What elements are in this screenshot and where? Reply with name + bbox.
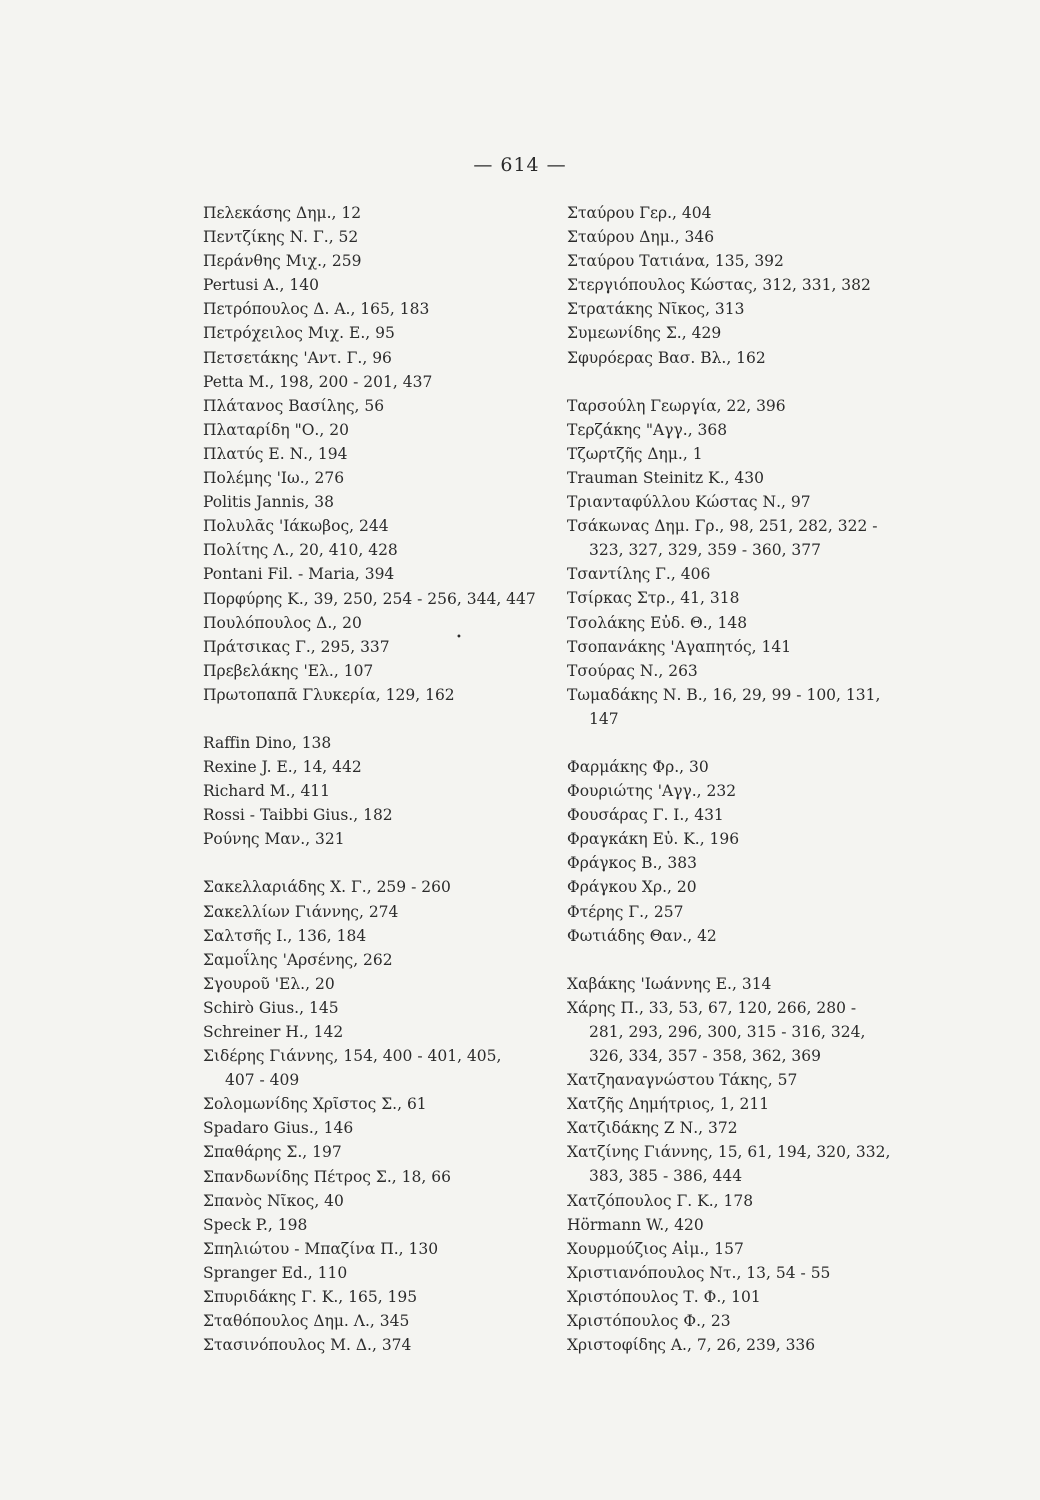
index-entry — [203, 1165, 573, 1189]
index-entry — [567, 611, 967, 635]
index-group — [567, 201, 967, 370]
index-entry — [203, 755, 573, 779]
index-entry — [203, 394, 573, 418]
index-entry — [203, 1213, 573, 1237]
index-entry-line: Πολέμης 'Ιω., 276 — [203, 469, 345, 488]
index-entry — [567, 827, 967, 851]
index-entry-continuation: 147 — [589, 709, 619, 728]
index-entry — [567, 346, 967, 370]
index-entry-line: Πετσετάκης 'Αντ. Γ., 96 — [203, 348, 392, 367]
index-entry — [203, 1333, 573, 1357]
index-entry-line: Φράγκος Β., 383 — [567, 854, 697, 873]
index-entry — [567, 851, 967, 875]
index-entry-line: Σπηλιώτου - Μπαζίνα Π., 130 — [203, 1239, 439, 1258]
index-entry — [203, 1140, 573, 1164]
index-entry — [567, 442, 967, 466]
page-number: — 614 — — [473, 154, 567, 176]
index-entry-line: Hörmann W., 420 — [567, 1215, 704, 1234]
index-entry — [203, 1285, 573, 1309]
index-entry — [203, 996, 573, 1020]
index-entry — [567, 297, 967, 321]
index-entry-line: Richard M., 411 — [203, 782, 331, 801]
index-entry — [203, 225, 573, 249]
index-entry — [567, 490, 967, 514]
index-entry — [567, 683, 967, 731]
index-entry-line: Τζωρτζῆς Δημ., 1 — [567, 444, 703, 463]
index-entry — [203, 1020, 573, 1044]
index-entry — [567, 1237, 967, 1261]
index-entry — [203, 587, 573, 611]
index-entry — [567, 972, 967, 996]
index-entry-line: Περάνθης Μιχ., 259 — [203, 252, 362, 271]
index-entry-line: Schirò Gius., 145 — [203, 998, 339, 1017]
index-entry-line: Τσούρας Ν., 263 — [567, 661, 698, 680]
index-entry-line: Χριστιανόπουλος Ντ., 13, 54 - 55 — [567, 1263, 831, 1282]
index-entry-line: Σακελλαριάδης Χ. Γ., 259 - 260 — [203, 878, 451, 897]
index-entry — [203, 1237, 573, 1261]
index-entry-line: Spadaro Gius., 146 — [203, 1119, 354, 1138]
index-entry — [567, 1309, 967, 1333]
index-entry-continuation: 326, 334, 357 - 358, 362, 369 — [589, 1047, 822, 1065]
index-entry-line: Φωτιάδης Θαν., 42 — [567, 926, 717, 945]
index-entry-line: Χαβάκης 'Ιωάννης Ε., 314 — [567, 974, 772, 993]
index-entry-line: Χριστοφίδης Α., 7, 26, 239, 336 — [567, 1336, 816, 1355]
index-entry-line: Σταθόπουλος Δημ. Λ., 345 — [203, 1312, 410, 1331]
stray-mark: • — [456, 632, 462, 643]
index-entry — [203, 948, 573, 972]
index-entry-continuation: 407 - 409 — [225, 1071, 300, 1090]
index-entry — [203, 875, 573, 899]
index-entry-line: Πολυλᾶς 'Ιάκωβος, 244 — [203, 517, 389, 536]
index-entry — [567, 1333, 967, 1357]
index-entry-continuation: 383, 385 - 386, 444 — [589, 1167, 743, 1186]
index-entry — [203, 370, 573, 394]
index-entry-line: Σαμοΐλης 'Αρσένης, 262 — [203, 950, 393, 969]
index-entry — [567, 1261, 967, 1285]
index-entry-line: Ρούνης Μαν., 321 — [203, 830, 345, 849]
index-entry — [203, 297, 573, 321]
index-entry — [203, 442, 573, 466]
index-entry — [567, 418, 967, 442]
index-entry-line: Πρεβελάκης 'Ελ., 107 — [203, 661, 374, 680]
index-group — [203, 731, 573, 851]
index-entry — [203, 346, 573, 370]
index-entry — [203, 1309, 573, 1333]
index-entry — [567, 201, 967, 225]
index-entry-line: Στασινόπουλος Μ. Δ., 374 — [203, 1336, 412, 1355]
index-entry — [567, 1140, 967, 1188]
index-entry-line: Χατζηαναγνώστου Τάκης, 57 — [567, 1071, 798, 1090]
index-entry — [203, 683, 573, 707]
index-entry-line: Φραγκάκη Εὐ. Κ., 196 — [567, 830, 740, 849]
index-entry — [203, 972, 573, 996]
index-entry-line: Χριστόπουλος Φ., 23 — [567, 1312, 731, 1331]
index-entry-line: Σταύρου Δημ., 346 — [567, 228, 715, 247]
index-entry-line: Σαλτσῆς Ι., 136, 184 — [203, 926, 367, 945]
index-entry-line: Σταύρου Γερ., 404 — [567, 204, 712, 222]
index-entry — [203, 731, 573, 755]
index-entry-line: Φουσάρας Γ. Ι., 431 — [567, 806, 724, 825]
index-entry — [203, 635, 573, 659]
index-entry — [567, 875, 967, 899]
index-entry-line: Speck P., 198 — [203, 1215, 308, 1234]
index-entry-line: Rexine J. E., 14, 442 — [203, 758, 362, 777]
index-entry — [203, 562, 573, 586]
index-entry — [203, 803, 573, 827]
index-entry — [203, 321, 573, 345]
index-entry-line: Φράγκου Χρ., 20 — [567, 878, 697, 897]
index-entry-line: Τερζάκης "Αγγ., 368 — [567, 420, 728, 439]
index-entry — [567, 1068, 967, 1092]
index-entry — [567, 562, 967, 586]
index-entry — [203, 538, 573, 562]
index-entry — [203, 514, 573, 538]
index-entry-line: Χάρης Π., 33, 53, 67, 120, 266, 280 - — [567, 998, 857, 1017]
index-entry-line: Χουρμούζιος Αἰμ., 157 — [567, 1239, 744, 1258]
index-entry-line: Σακελλίων Γιάννης, 274 — [203, 902, 399, 921]
index-entry-line: Στεργιόπουλος Κώστας, 312, 331, 382 — [567, 276, 871, 295]
index-entry-line: Πορφύρης Κ., 39, 250, 254 - 256, 344, 447 — [203, 589, 536, 608]
index-entry-line: Σφυρόερας Βασ. Βλ., 162 — [567, 348, 766, 367]
index-entry — [567, 635, 967, 659]
index-entry-line: Πετρόπουλος Δ. Α., 165, 183 — [203, 300, 430, 319]
index-entry-line: Χριστόπουλος Τ. Φ., 101 — [567, 1287, 761, 1306]
index-entry-line: Σπαθάρης Σ., 197 — [203, 1143, 342, 1162]
index-entry — [203, 659, 573, 683]
index-entry — [203, 1092, 573, 1116]
index-entry — [567, 779, 967, 803]
index-entry — [567, 996, 967, 1068]
index-entry — [203, 1261, 573, 1285]
index-entry — [203, 779, 573, 803]
index-entry-line: Politis Jannis, 38 — [203, 493, 335, 512]
index-entry-line: Τσαντίλης Γ., 406 — [567, 565, 711, 584]
index-entry-line: Φτέρης Γ., 257 — [567, 902, 684, 921]
index-entry-line: Τσολάκης Εὐδ. Θ., 148 — [567, 613, 748, 632]
index-entry — [567, 1213, 967, 1237]
index-entry-line: Ταρσούλη Γεωργία, 22, 396 — [567, 396, 786, 415]
index-group — [567, 394, 967, 731]
index-entry — [567, 924, 967, 948]
index-entry-line: Τωμαδάκης Ν. Β., 16, 29, 99 - 100, 131, — [567, 685, 881, 704]
index-entry-line: Σταύρου Τατιάνα, 135, 392 — [567, 252, 784, 271]
index-entry-line: Σπανὸς Νῖκος, 40 — [203, 1191, 344, 1210]
index-entry-line: Πλατύς Ε. Ν., 194 — [203, 444, 348, 463]
index-entry-continuation: 323, 327, 329, 359 - 360, 377 — [589, 541, 822, 560]
index-entry — [567, 755, 967, 779]
index-entry — [567, 514, 967, 562]
index-entry — [203, 1189, 573, 1213]
index-entry — [203, 249, 573, 273]
index-entry-line: Πρωτοπαπᾶ Γλυκερία, 129, 162 — [203, 685, 455, 704]
index-entry — [567, 273, 967, 297]
index-entry-line: Τσοπανάκης 'Αγαπητός, 141 — [567, 637, 792, 656]
index-entry-line: Pontani Fil. - Maria, 394 — [203, 565, 395, 584]
index-entry-line: Τριανταφύλλου Κώστας Ν., 97 — [567, 493, 811, 512]
index-entry-line: Σγουροῦ 'Ελ., 20 — [203, 974, 335, 993]
index-group — [567, 972, 967, 1358]
index-entry-line: Pertusi A., 140 — [203, 276, 319, 295]
index-entry — [203, 827, 573, 851]
index-group — [203, 875, 573, 1357]
index-entry-line: Φουριώτης 'Αγγ., 232 — [567, 782, 737, 801]
index-entry — [203, 1116, 573, 1140]
index-entry-line: Τσάκωνας Δημ. Γρ., 98, 251, 282, 322 - — [567, 517, 878, 536]
index-entry — [567, 1092, 967, 1116]
index-entry-line: Χατζιδάκης Ζ Ν., 372 — [567, 1119, 738, 1138]
index-entry — [567, 321, 967, 345]
index-entry — [567, 466, 967, 490]
index-entry-line: Πελεκάσης Δημ., 12 — [203, 204, 362, 222]
index-entry-line: Χατζίνης Γιάννης, 15, 61, 194, 320, 332, — [567, 1143, 891, 1162]
index-entry-line: Raffin Dino, 138 — [203, 733, 332, 752]
index-entry — [203, 1044, 573, 1092]
index-entry-line: Σολομωνίδης Χρῖστος Σ., 61 — [203, 1095, 427, 1114]
index-entry — [203, 924, 573, 948]
index-entry-line: Φαρμάκης Φρ., 30 — [567, 757, 709, 776]
index-entry — [203, 900, 573, 924]
index-entry-line: Συμεωνίδης Σ., 429 — [567, 324, 722, 343]
index-entry-line: Πολίτης Λ., 20, 410, 428 — [203, 541, 398, 560]
index-entry-line: Petta M., 198, 200 - 201, 437 — [203, 372, 433, 391]
index-entry-line: Τσίρκας Στρ., 41, 318 — [567, 589, 740, 608]
index-entry-line: Πλαταρίδη "Ο., 20 — [203, 420, 349, 439]
index-group — [203, 201, 573, 707]
index-entry — [567, 394, 967, 418]
index-entry — [203, 418, 573, 442]
index-entry-line: Schreiner H., 142 — [203, 1023, 344, 1041]
index-entry-continuation: 281, 293, 296, 300, 315 - 316, 324, — [589, 1022, 866, 1041]
index-entry-line: Rossi - Taibbi Gius., 182 — [203, 806, 393, 825]
index-group — [567, 755, 967, 948]
index-entry — [567, 249, 967, 273]
index-entry-line: Σπυριδάκης Γ. Κ., 165, 195 — [203, 1288, 418, 1307]
index-entry-line: Σπανδωνίδης Πέτρος Σ., 18, 66 — [203, 1167, 451, 1186]
index-entry — [567, 1189, 967, 1213]
index-entry-line: Χατζόπουλος Γ. Κ., 178 — [567, 1191, 754, 1210]
index-entry-line: Πετρόχειλος Μιχ. Ε., 95 — [203, 324, 395, 343]
index-entry-line: Στρατάκης Νῖκος, 313 — [567, 300, 745, 319]
index-entry — [203, 466, 573, 490]
index-column-left — [203, 201, 573, 1381]
index-entry — [567, 1285, 967, 1309]
index-entry — [567, 225, 967, 249]
index-entry — [203, 611, 573, 635]
index-entry-line: Πλάτανος Βασίλης, 56 — [203, 396, 385, 415]
index-entry — [203, 201, 573, 225]
index-entry — [567, 803, 967, 827]
index-entry — [567, 586, 967, 610]
index-entry-line: Trauman Steinitz K., 430 — [567, 468, 765, 487]
index-entry-line: Χατζῆς Δημήτριος, 1, 211 — [567, 1095, 770, 1114]
index-entry-line: Πεντζίκης Ν. Γ., 52 — [203, 228, 359, 247]
index-entry-line: Σιδέρης Γιάννης, 154, 400 - 401, 405, — [203, 1047, 502, 1066]
index-entry — [567, 659, 967, 683]
index-column-right — [567, 201, 967, 1381]
index-entry — [203, 490, 573, 514]
index-entry — [203, 273, 573, 297]
index-entry — [567, 900, 967, 924]
index-entry — [567, 1116, 967, 1140]
index-entry-line: Πράτσικας Γ., 295, 337 — [203, 637, 390, 656]
index-entry-line: Πουλόπουλος Δ., 20 — [203, 613, 362, 632]
index-entry-line: Spranger Ed., 110 — [203, 1263, 348, 1282]
